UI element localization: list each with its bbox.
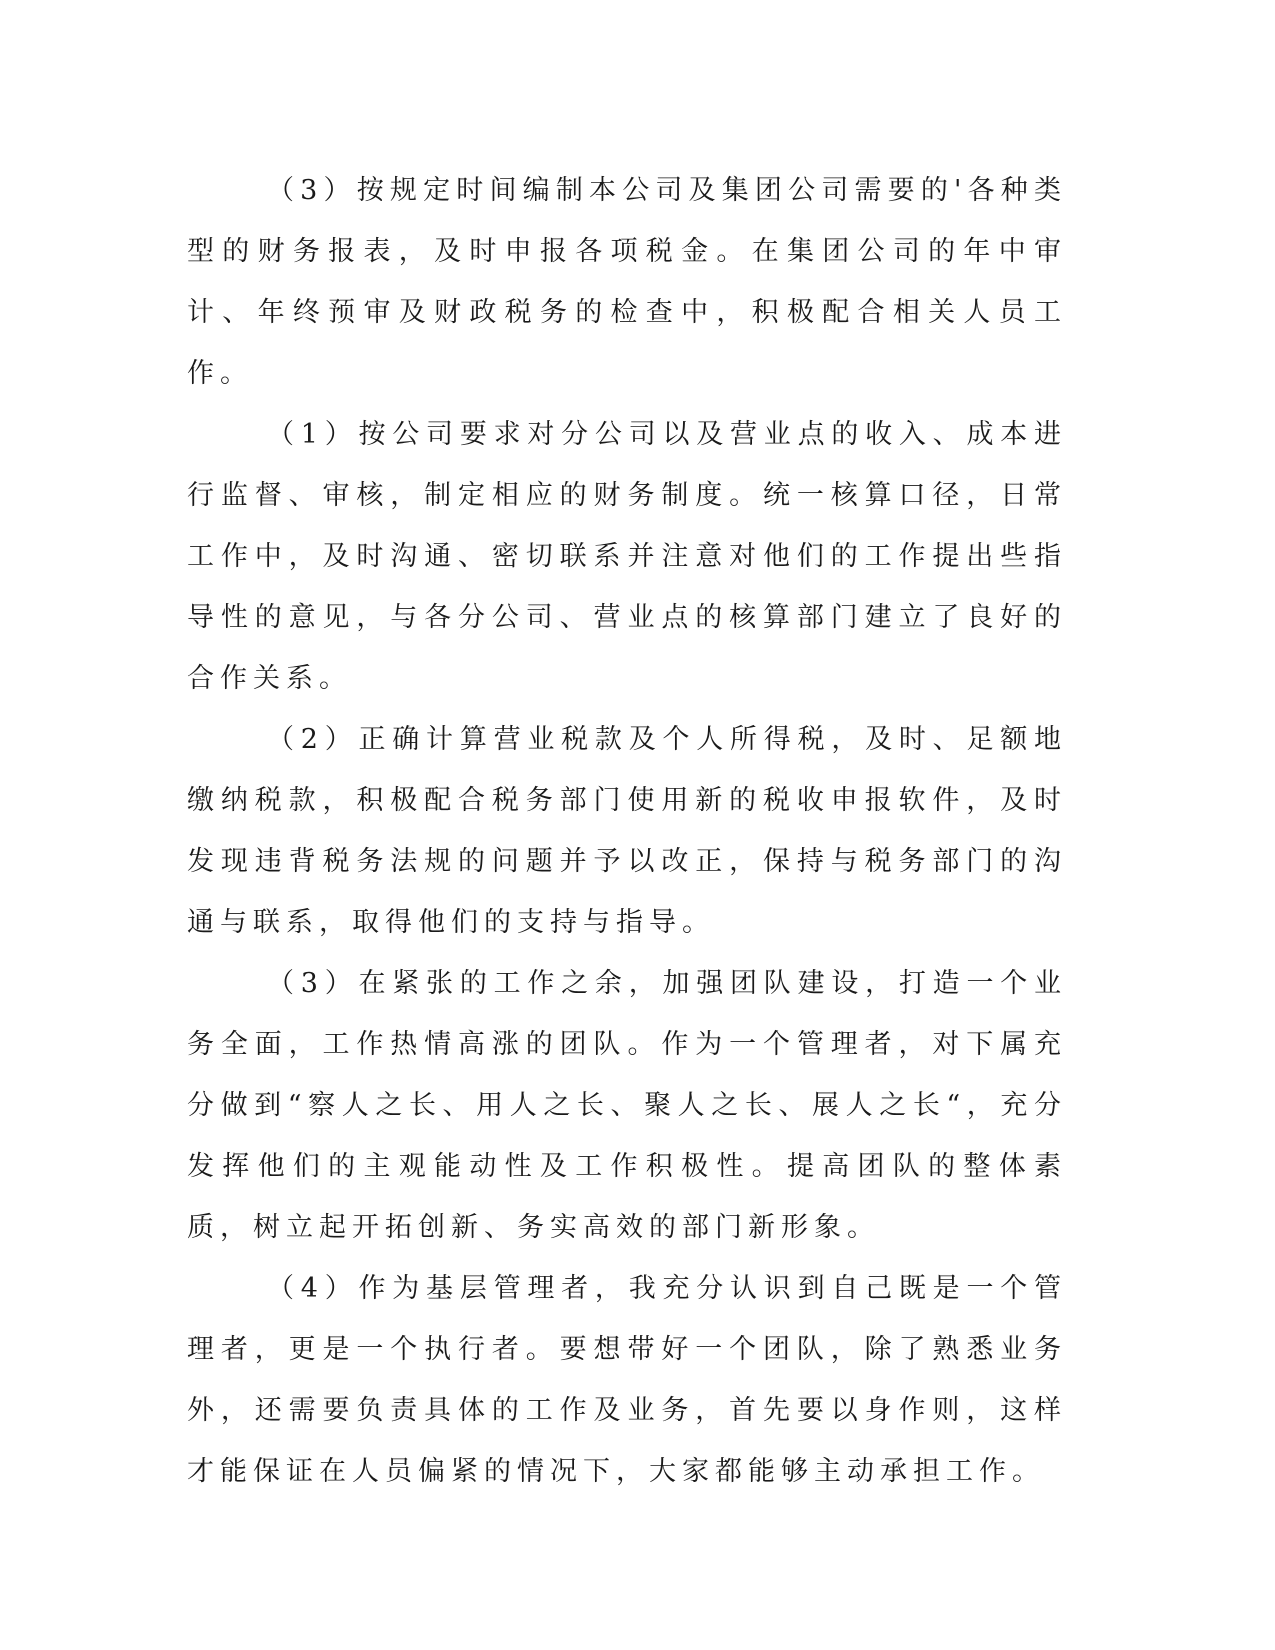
paragraph-grassroots-manager: （4）作为基层管理者，我充分认识到自己既是一个管理者，更是一个执行者。要想带好一个团队，除了熟悉业务外，还需要负责具体的工作及业务，首先要以身作则，这样才能保证在人员偏紧的情况下，大家都能够主动承担工作。 (187, 1273, 1067, 1487)
paragraph-tax-calculation: （2）正确计算营业税款及个人所得税，及时、足额地缴纳税款，积极配合税务部门使用新的税收申报软件，及时发现违背税务法规的问题并予以改正，保持与税务部门的沟通与联系，取得他们的支持与指导。 (187, 724, 1067, 938)
paragraph-financial-reports: （3）按规定时间编制本公司及集团公司需要的'各种类型的财务报表，及时申报各项税金。在集团公司的年中审计、年终预审及财政税务的检查中，积极配合相关人员工作。 (187, 175, 1067, 389)
paragraph-team-building: （3）在紧张的工作之余，加强团队建设，打造一个业务全面，工作热情高涨的团队。作为一个管理者，对下属充分做到“察人之长、用人之长、聚人之长、展人之长“，充分发挥他们的主观能动性及工作积极性。提高团队的整体素质，树立起开拓创新、务实高效的部门新形象。 (187, 968, 1067, 1243)
document-body (187, 160, 1067, 1502)
paragraph-branch-supervision: （1）按公司要求对分公司以及营业点的收入、成本进行监督、审核，制定相应的财务制度。统一核算口径，日常工作中，及时沟通、密切联系并注意对他们的工作提出些指导性的意见，与各分公司、营业点的核算部门建立了良好的合作关系。 (187, 419, 1067, 694)
